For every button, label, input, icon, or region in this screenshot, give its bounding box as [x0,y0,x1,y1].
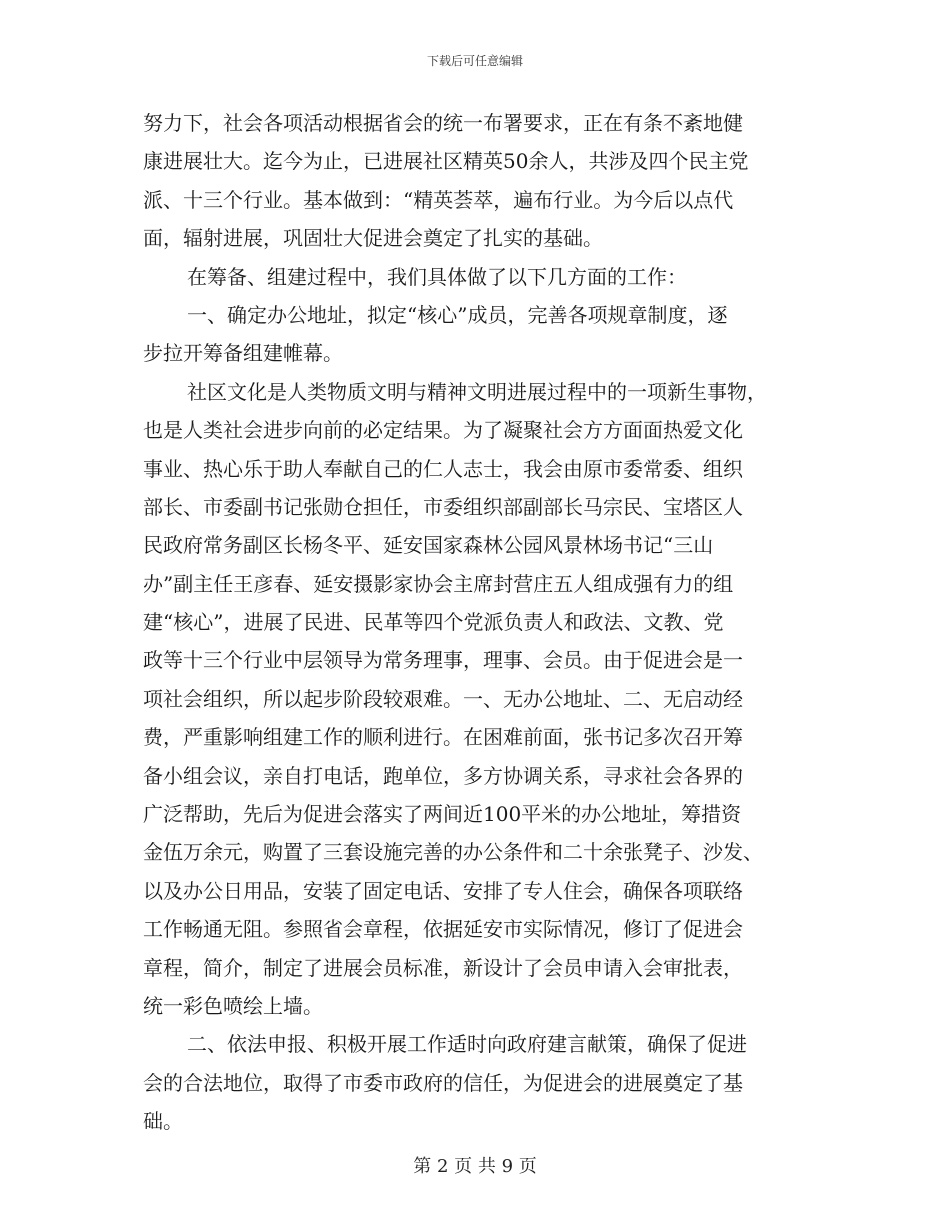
text-line: 康进展壮大。迄今为止，已进展社区精英50余人，共涉及四个民主党 [143,149,749,174]
page-number-footer: 第 2 页 共 9 页 [413,1156,537,1177]
paragraph-start-line: 社区文化是人类物质文明与精神文明进展过程中的一项新生事物， [187,379,767,404]
text-line: 项社会组织，所以起步阶段较艰难。一、无办公地址、二、无启动经 [143,686,743,711]
text-line: 面，辐射进展，巩固壮大促进会奠定了扎实的基础。 [143,226,603,251]
section-heading-line: 一、确定办公地址，拟定“核心”成员，完善各项规章制度，逐 [187,302,728,327]
text-line: 建“核心”，进展了民进、民革等四个党派负责人和政法、文教、党 [143,610,724,635]
text-line: 努力下，社会各项活动根据省会的统一布署要求，正在有条不紊地健 [143,111,743,135]
text-line: 工作畅通无阻。参照省会章程，依据延安市实际情况，修订了促进会 [143,917,743,942]
text-line: 部长、市委副书记张勋仓担任，市委组织部副部长马宗民、宝塔区人 [143,494,743,519]
text-line: 步拉开筹备组建帷幕。 [143,341,343,366]
text-line: 统一彩色喷绘上墙。 [143,993,323,1018]
text-line: 派、十三个行业。基本做到：“精英荟萃，遍布行业。为今后以点代 [143,187,734,212]
text-line: 事业、热心乐于助人奉献自己的仁人志士，我会由原市委常委、组织 [143,456,743,481]
text-line: 费，严重影响组建工作的顺利进行。在困难前面，张书记多次召开筹 [143,725,743,750]
text-line: 办”副主任王彦春、延安摄影家协会主席封营庄五人组成强有力的组 [143,571,734,596]
section-heading-line: 二、依法申报、积极开展工作适时向政府建言献策，确保了促进 [187,1032,747,1057]
paragraph-start-line: 在筹备、组建过程中，我们具体做了以下几方面的工作： [187,264,687,289]
text-line: 章程，简介，制定了进展会员标准，新设计了会员申请入会审批表， [143,955,743,980]
body-text [143,104,813,1141]
text-line: 础。 [143,1109,183,1134]
text-line: 也是人类社会进步向前的必定结果。为了凝聚社会方方面面热爱文化 [143,418,743,443]
text-line: 备小组会议，亲自打电话，跑单位，多方协调关系，寻求社会各界的 [143,763,743,788]
page-header: 下载后可任意编辑 [426,54,523,68]
text-line: 民政府常务副区长杨冬平、延安国家森林公园风景林场书记“三山 [143,533,714,558]
text-line: 以及办公日用品，安装了固定电话、安排了专人住会，确保各项联络 [143,878,743,903]
text-line: 广泛帮助，先后为促进会落实了两间近100平米的办公地址，筹措资 [143,802,742,827]
text-line: 政等十三个行业中层领导为常务理事，理事、会员。由于促进会是一 [143,648,743,673]
text-line: 会的合法地位，取得了市委市政府的信任，为促进会的进展奠定了基 [143,1070,743,1095]
text-line: 金伍万余元，购置了三套设施完善的办公条件和二十余张凳子、沙发、 [143,840,763,865]
